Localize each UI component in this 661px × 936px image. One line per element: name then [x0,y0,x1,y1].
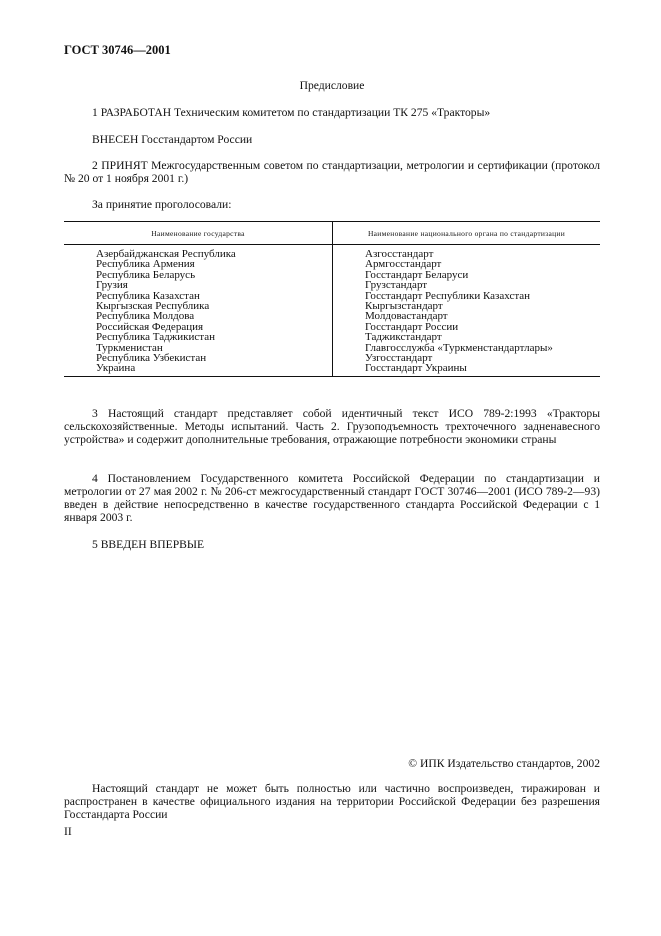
preface-title: Предисловие [299,79,365,92]
table-cell-national-body: Азгосстандарт [365,248,434,260]
table-cell-state: Республика Беларусь [96,268,196,281]
table-cell-state: Республика Армения [96,258,195,271]
table-cell-national-body: Грузстандарт [365,279,428,292]
voting-table-body-row [64,245,600,377]
document-id: ГОСТ 30746—2001 [64,43,171,57]
table-cell-national-body: Госстандарт Украины [365,362,467,375]
voting-table-header-row [64,222,600,245]
table-cell-state: Азербайджанская Республика [96,248,236,260]
table-cell-state: Украина [96,362,136,375]
preface-item-introduced: ВНЕСЕН Госстандартом России [92,133,253,146]
preface-item-2: 2 ПРИНЯТ Межгосударственным советом по стандартизации, метрологии и сертификации (протокол № 20 от 1 ноября 2001 г.) [64,159,600,185]
state-list [64,245,333,377]
preface-item-3: 3 Настоящий стандарт представляет собой идентичный текст ИСО 789-2:1993 «Тракторы сельскохозяйственные. Методы испытаний. Часть 2. Грузоподъемность трехточечного задненавесного устройства» и содержит дополнительные требования, отражающие потребности экономики страны [64,407,600,446]
table-cell-national-body: Госстандарт России [365,320,459,333]
column-header-state: Наименование государства [64,222,333,245]
copyright-line: © ИПК Издательство стандартов, 2002 [408,757,600,770]
preface-voted-label: За принятие проголосовали: [92,198,232,211]
table-cell-state: Российская Федерация [96,320,204,333]
reproduction-notice: Настоящий стандарт не может быть полностью или частично воспроизведен, тиражирован и распространен в качестве официального издания на территории Российской Федерации без разрешения Госстандарта России [64,782,600,821]
table-cell-national-body: Таджикстандарт [365,331,442,344]
table-cell-national-body: Армгосстандарт [365,258,442,271]
table-cell-state: Туркменистан [96,341,163,354]
table-cell-national-body: Главгосслужба «Туркменстандартлары» [365,341,553,354]
table-cell-state: Республика Узбекистан [96,352,207,365]
preface-item-1: 1 РАЗРАБОТАН Техническим комитетом по стандартизации ТК 275 «Тракторы» [92,106,491,119]
table-cell-state: Республика Казахстан [96,289,200,302]
table-cell-national-body: Госстандарт Беларуси [365,268,469,281]
preface-item-5: 5 ВВЕДЕН ВПЕРВЫЕ [92,538,205,551]
table-cell-state: Республика Молдова [96,310,195,323]
table-cell-national-body: Узгосстандарт [365,352,433,365]
table-cell-national-body: Госстандарт Республики Казахстан [365,289,531,302]
table-cell-state: Кыргызская Республика [96,300,210,313]
table-cell-state: Республика Таджикистан [96,331,215,344]
preface-item-4: 4 Постановлением Государственного комитета Российской Федерации по стандартизации и метрологии от 27 мая 2002 г. № 206-ст межгосударственный стандарт ГОСТ 30746—2001 (ИСО 789-2—93) введен в действие непосредственно в качестве государственного стандарта Российской Федерации с 1 января 2003 г. [64,472,600,524]
voting-table [64,221,600,377]
table-cell-national-body: Кыргызстандарт [365,300,443,313]
table-cell-national-body: Молдовастандарт [365,310,448,323]
page-number: II [64,825,72,838]
national-body-list [333,245,601,377]
column-header-national-body: Наименование национального органа по стандартизации [333,222,601,245]
table-cell-state: Грузия [96,279,128,292]
